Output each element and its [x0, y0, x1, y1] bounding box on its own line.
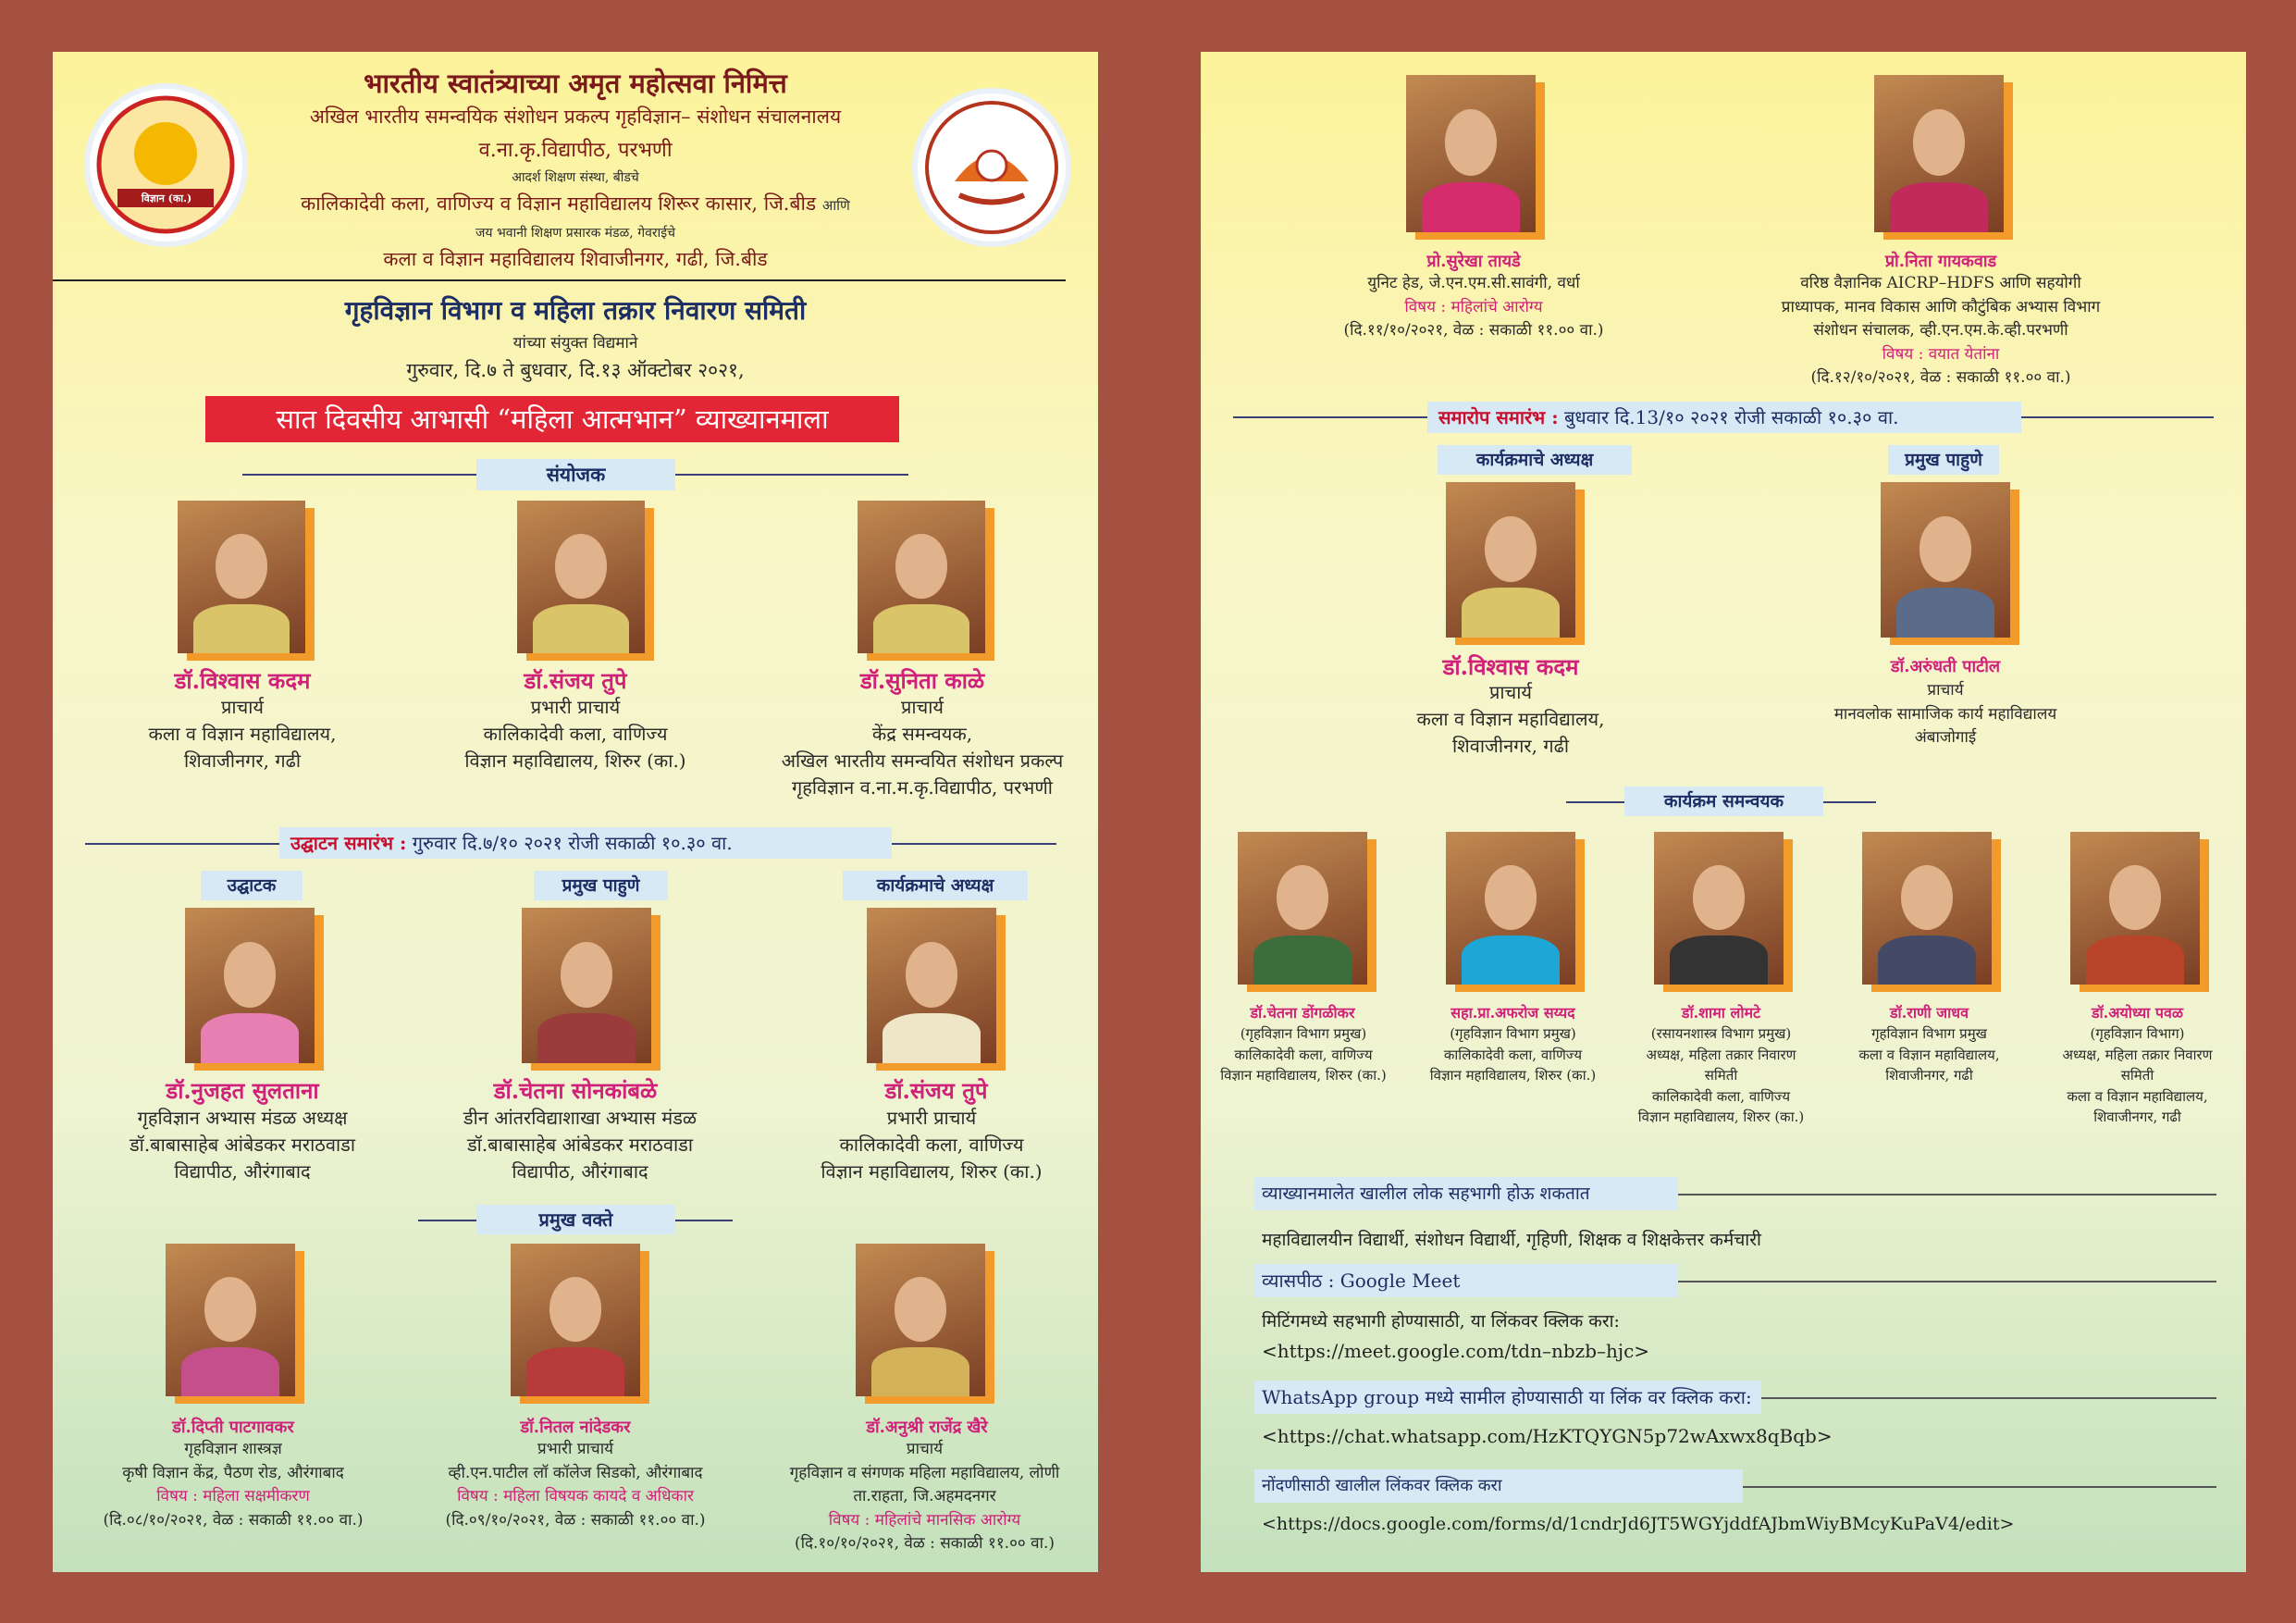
header-line6: जय भवानी शिक्षण प्रसारक मंडळ, गेवराईचे — [475, 226, 675, 241]
coordinator-info-5 — [2033, 1023, 2241, 1128]
speaker-name-3: डॉ.अनुश्री राजेंद्र खैरे — [866, 1418, 988, 1437]
closing-1-line3: शिवाजीनगर, गढी — [1451, 735, 1570, 757]
convener-1-line1: प्राचार्य — [220, 696, 265, 718]
coordinator-info-3 — [1617, 1023, 1825, 1128]
inaug-info-2 — [409, 1105, 751, 1185]
inaug-2-line3: विद्यापीठ, औरंगाबाद — [512, 1160, 648, 1183]
top-speaker-photo-2 — [1874, 75, 2004, 232]
closing-name-1: डॉ.विश्वास कदम — [1442, 653, 1579, 680]
department-title: गृहविज्ञान विभाग व महिला तक्रार निवारण समिती — [344, 295, 807, 326]
closing-2-line2: मानवलोक सामाजिक कार्य महाविद्यालय — [1833, 704, 2057, 724]
coordinator-2-line3: विज्ञान महाविद्यालय, शिरुर (का.) — [1429, 1067, 1597, 1084]
inaug-role-1: उद्घाटक — [201, 871, 302, 900]
top-speaker-photo-1 — [1406, 75, 1536, 232]
coordinator-photo-1 — [1238, 832, 1367, 985]
speaker-3-line2: गृहविज्ञान व संगणक महिला महाविद्यालय, लोणी — [789, 1463, 1060, 1482]
convener-info-1 — [90, 694, 395, 774]
closing-photo-2 — [1881, 482, 2010, 638]
inaug-role-3: कार्यक्रमाचे अध्यक्ष — [843, 871, 1028, 900]
coordinator-photo-4 — [1862, 832, 1992, 985]
top-speaker-2-topic: विषय : वयात येतांना — [1882, 344, 2000, 364]
inauguration-text: गुरुवार दि.७/१० २०२१ रोजी सकाळी १०.३० वा. — [412, 832, 733, 854]
convener-info-3 — [747, 694, 1098, 801]
header-line1: भारतीय स्वातंत्र्याच्या अमृत महोत्सवा निमित्त — [364, 68, 787, 99]
coordinator-5-line3: समिती — [2120, 1067, 2154, 1084]
speaker-info-1 — [53, 1438, 414, 1532]
speaker-name-2: डॉ.नितल नांदेडकर — [520, 1418, 631, 1437]
left-flyer — [53, 52, 1098, 1572]
closing-text: बुधवार दि.13/१० २०२१ रोजी सकाळी १०.३० वा. — [1563, 406, 1899, 428]
closing-info-1 — [1339, 679, 1682, 760]
inaug-1-line3: विद्यापीठ, औरंगाबाद — [174, 1160, 311, 1183]
top-speaker-2-line3: संशोधन संचालक, व्ही.एन.एम.के.व्ही.परभणी — [1813, 321, 2068, 340]
closing-bar — [1427, 402, 2021, 433]
top-speaker-info-2 — [1719, 272, 2163, 390]
right-college-logo — [918, 93, 1066, 242]
left-logo-text: विज्ञान (का.) — [141, 192, 192, 204]
convener-3-line3: अखिल भारतीय समन्वयित संशोधन प्रकल्प — [781, 750, 1064, 772]
closing-label: समारोप समारंभ : — [1438, 406, 1559, 428]
inaug-info-1 — [71, 1105, 414, 1185]
coordinator-5-line5: शिवाजीनगर, गढी — [2093, 1109, 2181, 1125]
coordinator-2-line2: कालिकादेवी कला, वाणिज्य — [1443, 1046, 1583, 1063]
top-speaker-2-line1: वरिष्ठ वैज्ञानिक AICRP–HDFS आणि सहयोगी — [1800, 274, 2081, 292]
right-flyer — [1201, 52, 2246, 1572]
top-speaker-2-date: (दि.१२/१०/२०२१, वेळ : सकाळी ११.०० वा.) — [1810, 368, 2071, 387]
speaker-1-topic: विषय : महिला सक्षमीकरण — [156, 1487, 310, 1505]
convener-3-line4: गृहविज्ञान व.ना.म.कृ.विद्यापीठ, परभणी — [792, 776, 1053, 799]
convener-3-line1: प्राचार्य — [900, 696, 944, 718]
closing-photo-1 — [1446, 482, 1575, 638]
speaker-name-1: डॉ.दिप्ती पाटगावकर — [172, 1418, 294, 1437]
convener-1-line2: कला व विज्ञान महाविद्यालय, — [148, 723, 337, 745]
closing-name-2: डॉ.अरुंधती पाटील — [1890, 657, 2001, 676]
inaug-photo-2 — [522, 908, 651, 1063]
speaker-photo-3 — [856, 1244, 985, 1396]
header-line7: कला व विज्ञान महाविद्यालय शिवाजीनगर, गढी, जि.बीड — [383, 248, 768, 270]
coordinator-3-line3: समिती — [1704, 1067, 1738, 1084]
speaker-3-topic: विषय : महिलांचे मानसिक आरोग्य — [828, 1510, 1021, 1530]
left-college-logo — [90, 89, 242, 242]
convener-name-2: डॉ.संजय तुपे — [524, 667, 627, 694]
coordinator-name-5: डॉ.अयोध्या पवळ — [2091, 1004, 2184, 1022]
closing-1-line2: कला व विज्ञान महाविद्यालय, — [1416, 708, 1605, 730]
coordinator-1-line2: कालिकादेवी कला, वाणिज्य — [1234, 1046, 1373, 1063]
inaug-1-line1: गृहविज्ञान अभ्यास मंडळ अध्यक्ष — [137, 1107, 348, 1129]
coordinator-photo-5 — [2070, 832, 2200, 985]
top-speaker-name-1: प्रो.सुरेखा तायडे — [1426, 252, 1521, 271]
speaker-2-topic: विषय : महिला विषयक कायदे व अधिकार — [457, 1487, 694, 1505]
convener-2-line2: कालिकादेवी कला, वाणिज्य — [483, 723, 668, 745]
top-speaker-1-line1: युनिट हेड, जे.एन.एम.सी.सावंगी, वर्धा — [1367, 274, 1580, 292]
coordinator-info-1 — [1201, 1023, 1406, 1086]
whatsapp-link[interactable]: <https://chat.whatsapp.com/HzKTQYGN5p72wAxwx8qBqb> — [1262, 1425, 1833, 1447]
speaker-3-date: (दि.१०/१०/२०२१, वेळ : सकाळी ११.०० वा.) — [794, 1534, 1055, 1553]
coordinator-5-line1: (गृहविज्ञान विभाग) — [2090, 1025, 2185, 1042]
speaker-info-2 — [404, 1438, 747, 1532]
inaug-role-2: प्रमुख पाहुणे — [534, 871, 668, 900]
header-line5-and: आणि — [821, 197, 850, 214]
speaker-1-line1: गृहविज्ञान शास्त्रज्ञ — [184, 1440, 282, 1458]
series-banner: सात दिवसीय आभासी “महिला आत्मभान” व्याख्यानमाला — [205, 396, 899, 442]
inaug-name-2: डॉ.चेतना सोनकांबळे — [493, 1077, 658, 1104]
speaker-photo-1 — [166, 1244, 295, 1396]
header-line2: अखिल भारतीय समन्वयिक संशोधन प्रकल्प गृहविज्ञान– संशोधन संचालनालय — [309, 105, 842, 128]
speaker-3-line3: ता.राहता, जि.अहमदनगर — [853, 1487, 996, 1505]
speaker-photo-2 — [511, 1244, 640, 1396]
closing-1-line1: प्राचार्य — [1488, 681, 1533, 703]
top-speaker-1-date: (दि.११/१०/२०२१, वेळ : सकाळी ११.०० वा.) — [1343, 321, 1604, 340]
inauguration-label: उद्घाटन समारंभ : — [290, 832, 407, 854]
speaker-3-line1: प्राचार्य — [906, 1440, 944, 1458]
speaker-info-3 — [751, 1438, 1098, 1556]
meet-text: मिटिंगमध्ये सहभागी होण्यासाठी, या लिंकवर क्लिक करा: — [1262, 1311, 1620, 1332]
convener-2-line1: प्रभारी प्राचार्य — [530, 696, 621, 718]
inauguration-bar — [279, 827, 892, 859]
speaker-2-date: (दि.०९/१०/२०२१, वेळ : सकाळी ११.०० वा.) — [445, 1510, 706, 1530]
header-line4: आदर्श शिक्षण संस्था, बीडचे — [512, 170, 639, 185]
convener-3-line2: केंद्र समन्वयक, — [871, 723, 973, 745]
top-speaker-2-line2: प्राध्यापक, मानव विकास आणि कौटुंबिक अभ्यास विभाग — [1781, 297, 2101, 316]
coordinator-3-line2: अध्यक्ष, महिला तक्रार निवारण — [1646, 1046, 1796, 1063]
convener-photo-2 — [517, 501, 645, 653]
coordinator-name-2: सहा.प्रा.अफरोज सय्यद — [1450, 1004, 1575, 1022]
meet-link[interactable]: <https://meet.google.com/tdn–nbzb–hjc> — [1262, 1340, 1650, 1362]
header-rule — [53, 279, 1066, 281]
platform-label: व्यासपीठ : Google Meet — [1254, 1264, 1678, 1297]
coordinator-info-4 — [1825, 1023, 2033, 1086]
closing-role-2: प्रमुख पाहुणे — [1888, 445, 1999, 475]
jointly-text: यांच्या संयुक्त विद्यमाने — [512, 334, 638, 353]
inaug-photo-1 — [185, 908, 315, 1063]
inaug-2-line2: डॉ.बाबासाहेब आंबेडकर मराठवाडा — [466, 1134, 694, 1156]
coordinator-3-line4: कालिकादेवी कला, वाणिज्य — [1651, 1087, 1791, 1105]
inaug-name-3: डॉ.संजय तुपे — [884, 1077, 988, 1104]
top-speaker-1-topic: विषय : महिलांचे आरोग्य — [1404, 297, 1543, 316]
top-speaker-info-1 — [1284, 272, 1663, 343]
inaug-3-line2: कालिकादेवी कला, वाणिज्य — [839, 1134, 1024, 1156]
convener-name-3: डॉ.सुनिता काळे — [859, 667, 985, 694]
registration-label: नोंदणीसाठी खालील लिंकवर क्लिक करा — [1254, 1469, 1743, 1503]
coordinator-1-line3: विज्ञान महाविद्यालय, शिरुर (का.) — [1220, 1067, 1387, 1084]
coordinator-4-line1: गृहविज्ञान विभाग प्रमुख — [1871, 1025, 1987, 1042]
coordinators-chip: कार्यक्रम समन्वयक — [1624, 787, 1823, 816]
coordinator-5-line2: अध्यक्ष, महिला तक्रार निवारण — [2062, 1046, 2213, 1063]
registration-link[interactable]: <https://docs.google.com/forms/d/1cndrJd6JT5WGYjddfAJbmWiyBMcyKuPaV4/edit> — [1262, 1514, 2015, 1534]
coordinator-3-line1: (रसायनशास्त्र विभाग प्रमुख) — [1650, 1025, 1792, 1042]
coordinator-2-line1: (गृहविज्ञान विभाग प्रमुख) — [1450, 1025, 1576, 1042]
convener-photo-3 — [858, 501, 985, 653]
whatsapp-label: WhatsApp group मध्ये सामील होण्यासाठी या लिंक वर क्लिक करा: — [1254, 1381, 1761, 1414]
event-dates: गुरुवार, दि.७ ते बुधवार, दि.१३ ऑक्टोबर २०२१, — [406, 359, 745, 381]
convener-photo-1 — [178, 501, 305, 653]
inaug-1-line2: डॉ.बाबासाहेब आंबेडकर मराठवाडा — [129, 1134, 356, 1156]
closing-2-line3: अंबाजोगाई — [1914, 728, 1977, 747]
inaug-info-3 — [765, 1105, 1098, 1185]
convener-name-1: डॉ.विश्वास कदम — [174, 667, 311, 694]
speakers-chip: प्रमुख वक्ते — [476, 1205, 675, 1234]
top-speaker-name-2: प्रो.निता गायकवाड — [1884, 252, 1997, 271]
header-line5 — [238, 191, 913, 217]
convener-1-line3: शिवाजीनगर, गढी — [183, 750, 302, 772]
coordinator-photo-2 — [1446, 832, 1575, 985]
coordinator-3-line5: विज्ञान महाविद्यालय, शिरुर (का.) — [1637, 1109, 1805, 1125]
closing-2-line1: प्राचार्य — [1927, 681, 1964, 700]
convener-chip: संयोजक — [476, 459, 675, 490]
inaug-3-line3: विज्ञान महाविद्यालय, शिरुर (का.) — [821, 1160, 1043, 1183]
speaker-1-date: (दि.०८/१०/२०२१, वेळ : सकाळी ११.०० वा.) — [103, 1510, 364, 1530]
inaug-photo-3 — [867, 908, 996, 1063]
speaker-2-line1: प्रभारी प्राचार्य — [537, 1440, 613, 1458]
coordinator-name-4: डॉ.राणी जाधव — [1890, 1004, 1969, 1022]
closing-role-1: कार्यक्रमाचे अध्यक्ष — [1438, 445, 1632, 475]
convener-info-2 — [423, 694, 728, 774]
participants-text: महाविद्यालयीन विद्यार्थी, संशोधन विद्यार्थी, गृहिणी, शिक्षक व शिक्षकेत्तर कर्मचारी — [1262, 1230, 1761, 1250]
coordinator-1-line1: (गृहविज्ञान विभाग प्रमुख) — [1240, 1025, 1367, 1042]
speaker-1-line2: कृषी विज्ञान केंद्र, पैठण रोड, औरंगाबाद — [122, 1463, 344, 1482]
coordinator-name-3: डॉ.शामा लोमटे — [1681, 1004, 1761, 1022]
header-line5-text: कालिकादेवी कला, वाणिज्य व विज्ञान महाविद्यालय शिरूर कासार, जि.बीड — [301, 192, 817, 215]
university-emblem-icon — [918, 93, 1066, 242]
seal-icon — [90, 89, 242, 242]
closing-info-2 — [1756, 679, 2135, 750]
inaug-3-line1: प्रभारी प्राचार्य — [886, 1107, 977, 1129]
header-line3: व.ना.कृ.विद्यापीठ, परभणी — [478, 139, 673, 162]
coordinator-4-line2: कला व विज्ञान महाविद्यालय, — [1858, 1046, 2000, 1063]
coordinator-4-line3: शिवाजीनगर, गढी — [1885, 1067, 1973, 1084]
coordinator-photo-3 — [1654, 832, 1784, 985]
coordinator-info-2 — [1409, 1023, 1617, 1086]
speaker-2-line2: व्ही.एन.पाटील लॉ कॉलेज सिडको, औरंगाबाद — [448, 1463, 703, 1482]
coordinator-name-1: डॉ.चेतना डोंगळीकर — [1250, 1004, 1355, 1022]
inaug-2-line1: डीन आंतरविद्याशाखा अभ्यास मंडळ — [463, 1107, 697, 1129]
coordinator-5-line4: कला व विज्ञान महाविद्यालय, — [2067, 1087, 2208, 1105]
convener-2-line3: विज्ञान महाविद्यालय, शिरुर (का.) — [464, 750, 686, 772]
inaug-name-1: डॉ.नुजहत सुलताना — [166, 1077, 319, 1104]
participants-label: व्याख्यानमालेत खालील लोक सहभागी होऊ शकतात — [1254, 1177, 1678, 1210]
